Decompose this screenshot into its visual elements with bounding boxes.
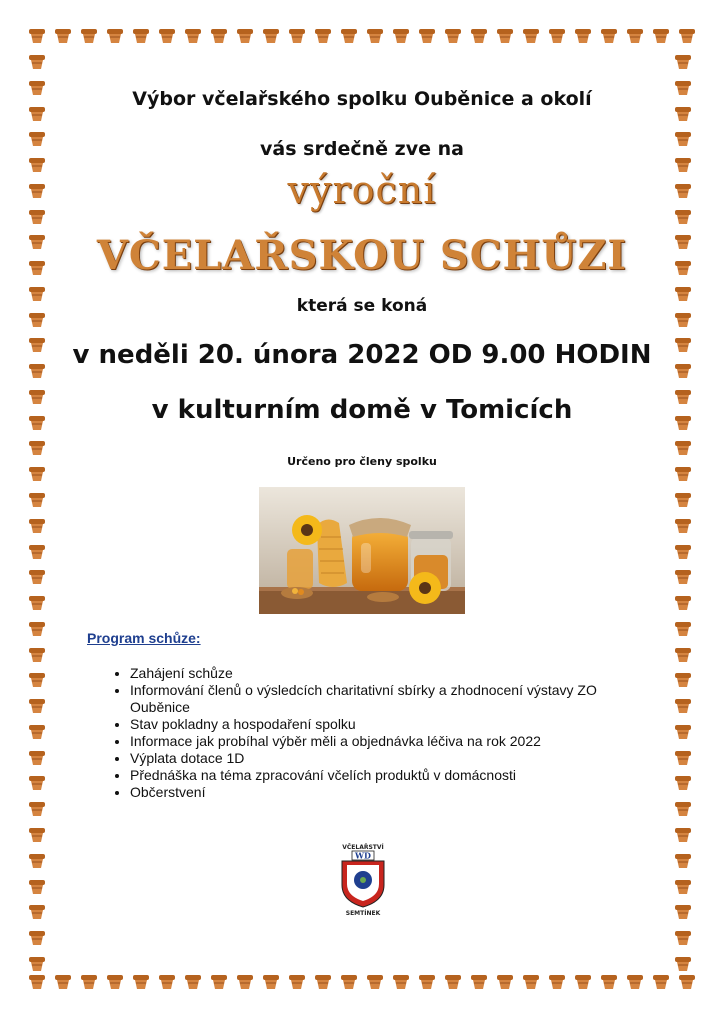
flower-pot-icon xyxy=(262,972,280,990)
list-item: • Informování členů o výsledcích charitativní sbírky a zhodnocení výstavy ZO Ouběnice xyxy=(130,682,660,716)
flower-pot-icon xyxy=(132,26,150,44)
list-item: • Výplata dotace 1D xyxy=(130,750,660,767)
flower-pot-icon xyxy=(28,129,46,147)
association-logo xyxy=(332,840,394,916)
flower-pot-icon xyxy=(674,232,692,250)
flower-pot-icon xyxy=(28,181,46,199)
flower-pot-icon xyxy=(28,773,46,791)
flower-pot-icon xyxy=(674,851,692,869)
date-line: v neděli 20. února 2022 OD 9.00 HODIN xyxy=(72,340,652,370)
flower-pot-icon xyxy=(210,972,228,990)
flower-pot-icon xyxy=(210,26,228,44)
flower-pot-icon xyxy=(674,516,692,534)
logo-top-text: VČELAŘSTVÍ xyxy=(342,844,384,851)
flower-pot-icon xyxy=(28,26,46,44)
committee-line: Výbor včelařského spolku Ouběnice a okolí xyxy=(132,88,592,110)
flower-pot-icon xyxy=(600,972,618,990)
flower-pot-icon xyxy=(496,972,514,990)
list-item: • Zahájení schůze xyxy=(130,665,660,682)
flower-pot-icon xyxy=(366,972,384,990)
flower-pot-icon xyxy=(418,972,436,990)
flower-pot-icon xyxy=(314,972,332,990)
border-right xyxy=(674,52,696,972)
flower-pot-icon xyxy=(28,104,46,122)
flower-pot-icon xyxy=(132,972,150,990)
flower-pot-icon xyxy=(28,972,46,990)
flower-pot-icon xyxy=(28,542,46,560)
flower-pot-icon xyxy=(106,26,124,44)
flower-pot-icon xyxy=(340,972,358,990)
flower-pot-icon xyxy=(674,387,692,405)
flower-pot-icon xyxy=(314,26,332,44)
flower-pot-icon xyxy=(674,773,692,791)
flower-pot-icon xyxy=(674,284,692,302)
flower-pot-icon xyxy=(28,567,46,585)
flower-pot-icon xyxy=(674,954,692,972)
flower-pot-icon xyxy=(184,26,202,44)
flower-pot-icon xyxy=(28,851,46,869)
honey-photo xyxy=(259,487,465,614)
flower-pot-icon xyxy=(28,310,46,328)
flower-pot-icon xyxy=(28,954,46,972)
flower-pot-icon xyxy=(652,972,670,990)
flower-pot-icon xyxy=(184,972,202,990)
flower-pot-icon xyxy=(28,464,46,482)
flower-pot-icon xyxy=(80,972,98,990)
flower-pot-icon xyxy=(444,972,462,990)
flower-pot-icon xyxy=(496,26,514,44)
flower-pot-icon xyxy=(28,335,46,353)
flower-pot-icon xyxy=(28,696,46,714)
list-item: • Občerstvení xyxy=(130,784,660,801)
flower-pot-icon xyxy=(28,490,46,508)
flower-pot-icon xyxy=(28,155,46,173)
flower-pot-icon xyxy=(288,972,306,990)
audience-line: Určeno pro členy spolku xyxy=(287,455,437,468)
flower-pot-icon xyxy=(674,52,692,70)
flower-pot-icon xyxy=(574,26,592,44)
flower-pot-icon xyxy=(28,799,46,817)
invite-line: vás srdečně zve na xyxy=(260,138,464,160)
flower-pot-icon xyxy=(28,928,46,946)
flower-pot-icon xyxy=(674,902,692,920)
flower-pot-icon xyxy=(674,490,692,508)
flower-pot-icon xyxy=(28,361,46,379)
flower-pot-icon xyxy=(674,877,692,895)
flower-pot-icon xyxy=(54,972,72,990)
flower-pot-icon xyxy=(28,670,46,688)
flower-pot-icon xyxy=(674,310,692,328)
flower-pot-icon xyxy=(626,26,644,44)
flower-pot-icon xyxy=(418,26,436,44)
flower-pot-icon xyxy=(548,26,566,44)
flower-pot-icon xyxy=(600,26,618,44)
flower-pot-icon xyxy=(28,825,46,843)
flower-pot-icon xyxy=(674,78,692,96)
flower-pot-icon xyxy=(674,619,692,637)
flower-pot-icon xyxy=(674,670,692,688)
flower-pot-icon xyxy=(366,26,384,44)
flower-pot-icon xyxy=(674,825,692,843)
border-left xyxy=(28,52,50,972)
title-small: výroční xyxy=(287,168,437,212)
program-list xyxy=(108,665,660,801)
flower-pot-icon xyxy=(674,413,692,431)
flower-pot-icon xyxy=(28,877,46,895)
border-bottom xyxy=(28,972,696,994)
flower-pot-icon xyxy=(28,284,46,302)
flower-pot-icon xyxy=(392,972,410,990)
flower-pot-icon xyxy=(674,464,692,482)
flower-pot-icon xyxy=(28,902,46,920)
held-line: která se koná xyxy=(296,296,428,316)
flower-pot-icon xyxy=(28,722,46,740)
place-line: v kulturním domě v Tomicích xyxy=(151,395,573,425)
logo-bottom-text: SEMTÍNEK xyxy=(345,910,381,916)
flower-pot-icon xyxy=(652,26,670,44)
flower-pot-icon xyxy=(674,645,692,663)
flower-pot-icon xyxy=(674,567,692,585)
flower-pot-icon xyxy=(80,26,98,44)
flower-pot-icon xyxy=(678,972,696,990)
flower-pot-icon xyxy=(54,26,72,44)
flower-pot-icon xyxy=(674,928,692,946)
flower-pot-icon xyxy=(674,361,692,379)
flower-pot-icon xyxy=(674,748,692,766)
flower-pot-icon xyxy=(28,207,46,225)
list-item: • Přednáška na téma zpracování včelích produktů v domácnosti xyxy=(130,767,660,784)
flower-pot-icon xyxy=(674,696,692,714)
flower-pot-icon xyxy=(674,129,692,147)
flower-pot-icon xyxy=(678,26,696,44)
flower-pot-icon xyxy=(674,207,692,225)
flower-pot-icon xyxy=(28,619,46,637)
flower-pot-icon xyxy=(674,181,692,199)
flower-pot-icon xyxy=(28,593,46,611)
flower-pot-icon xyxy=(574,972,592,990)
flower-pot-icon xyxy=(236,26,254,44)
flower-pot-icon xyxy=(158,26,176,44)
flower-pot-icon xyxy=(28,748,46,766)
flower-pot-icon xyxy=(236,972,254,990)
border-top xyxy=(28,26,696,48)
flower-pot-icon xyxy=(674,722,692,740)
flower-pot-icon xyxy=(28,258,46,276)
flower-pot-icon xyxy=(626,972,644,990)
flower-pot-icon xyxy=(392,26,410,44)
flower-pot-icon xyxy=(158,972,176,990)
flower-pot-icon xyxy=(106,972,124,990)
flower-pot-icon xyxy=(470,972,488,990)
flower-pot-icon xyxy=(674,593,692,611)
logo-initials: WD xyxy=(355,850,371,861)
flower-pot-icon xyxy=(28,78,46,96)
flower-pot-icon xyxy=(674,542,692,560)
flower-pot-icon xyxy=(674,799,692,817)
title-large: VČELAŘSKOU SCHŮZI xyxy=(96,232,628,279)
list-item: • Informace jak probíhal výběr měli a objednávka léčiva na rok 2022 xyxy=(130,733,660,750)
flower-pot-icon xyxy=(28,645,46,663)
list-item: • Stav pokladny a hospodaření spolku xyxy=(130,716,660,733)
flower-pot-icon xyxy=(674,438,692,456)
flower-pot-icon xyxy=(28,438,46,456)
flower-pot-icon xyxy=(28,232,46,250)
program-title: Program schůze: xyxy=(87,630,201,646)
flower-pot-icon xyxy=(522,26,540,44)
flower-pot-icon xyxy=(522,972,540,990)
flower-pot-icon xyxy=(28,387,46,405)
flower-pot-icon xyxy=(262,26,280,44)
flower-pot-icon xyxy=(470,26,488,44)
flower-pot-icon xyxy=(28,52,46,70)
flower-pot-icon xyxy=(340,26,358,44)
flower-pot-icon xyxy=(28,516,46,534)
flower-pot-icon xyxy=(674,258,692,276)
flower-pot-icon xyxy=(674,335,692,353)
flower-pot-icon xyxy=(288,26,306,44)
flower-pot-icon xyxy=(548,972,566,990)
flower-pot-icon xyxy=(28,413,46,431)
flower-pot-icon xyxy=(674,155,692,173)
flower-pot-icon xyxy=(674,104,692,122)
flower-pot-icon xyxy=(444,26,462,44)
